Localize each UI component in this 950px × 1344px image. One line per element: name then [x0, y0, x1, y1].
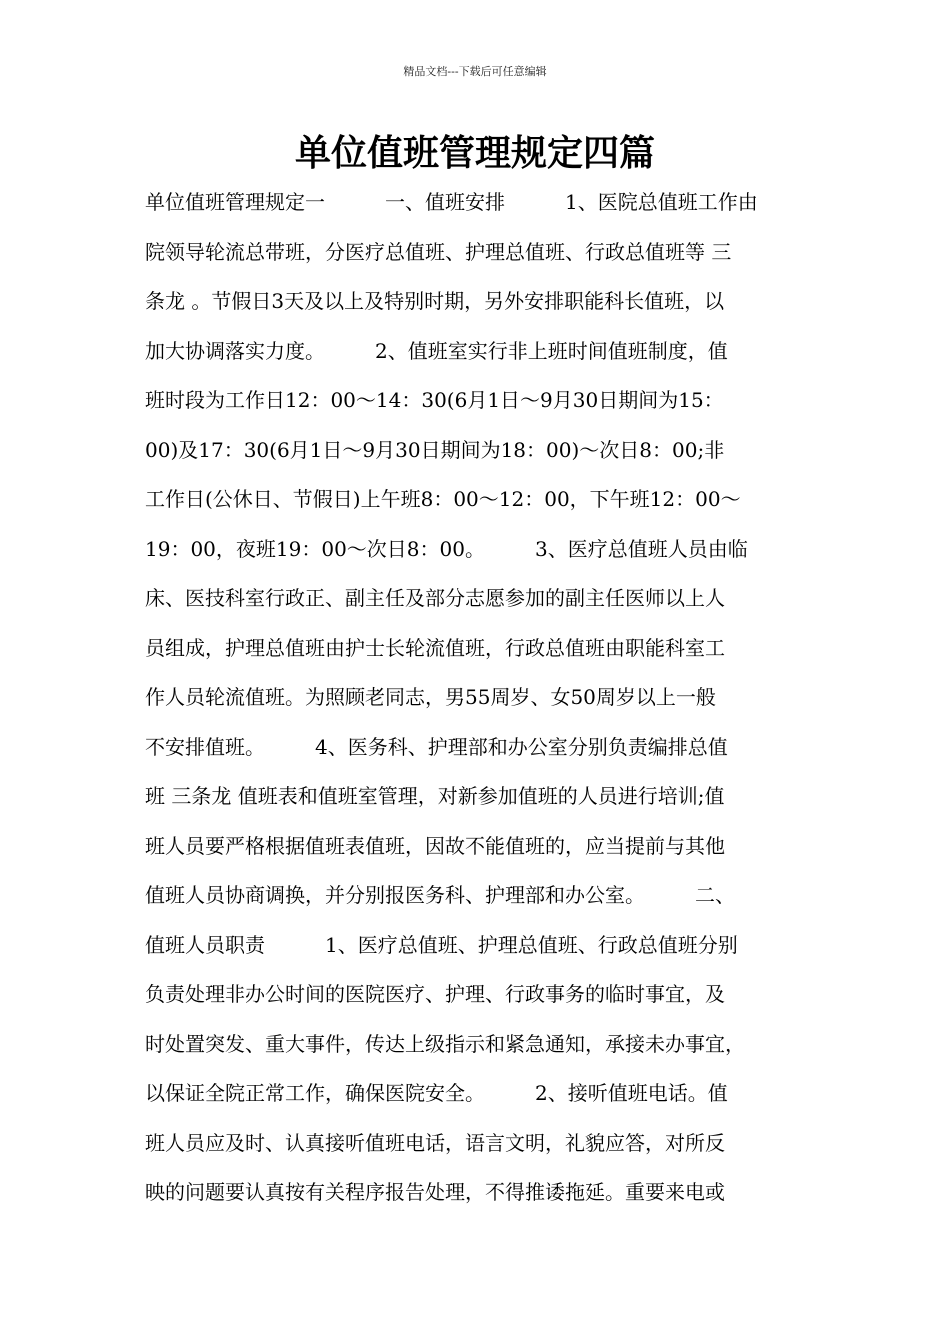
body-line: 作人员轮流值班。为照顾老同志，男55周岁、女50周岁以上一般: [145, 685, 716, 709]
body-line: 时处置突发、重大事件，传达上级指示和紧急通知，承接未办事宜，: [145, 1031, 745, 1056]
body-line: 不安排值班。 4、医务科、护理部和办公室分别负责编排总值: [145, 734, 728, 759]
body-line: 以保证全院正常工作，确保医院安全。 2、接听值班电话。值: [145, 1081, 728, 1105]
body-line: 工作日(公休日、节假日)上午班8：00～12：00，下午班12：00～: [145, 487, 741, 511]
body-line: 班时段为工作日12：00～14：30(6月1日～9月30日期间为15：: [145, 388, 724, 412]
body-line: 班人员要严格根据值班表值班，因故不能值班的，应当提前与其他: [145, 833, 725, 858]
document-body: [145, 178, 810, 1218]
body-line: 条龙 。节假日3天及以上及特别时期，另外安排职能科长值班，以: [145, 289, 725, 313]
body-line: 映的问题要认真按有关程序报告处理，不得推诿拖延。重要来电或: [145, 1180, 725, 1204]
body-line: 19：00，夜班19：00～次日8：00。 3、医疗总值班人员由临: [145, 536, 748, 561]
body-line: 班人员应及时、认真接听值班电话，语言文明，礼貌应答，对所反: [145, 1130, 725, 1155]
body-line: 单位值班管理规定一 一、值班安排 1、医院总值班工作由: [145, 190, 758, 214]
body-line: 值班人员职责 1、医疗总值班、护理总值班、行政总值班分别: [145, 932, 738, 957]
body-line: 值班人员协商调换，并分别报医务科、护理部和办公室。 二、: [145, 883, 735, 907]
page-title: 单位值班管理规定四篇: [294, 132, 655, 174]
body-line: 00)及17：30(6月1日～9月30日期间为18：00)～次日8：00;非: [145, 437, 725, 462]
body-line: 加大协调落实力度。 2、值班室实行非上班时间值班制度，值: [145, 338, 728, 363]
page-header: 精品文档---下载后可任意编辑: [403, 65, 547, 78]
body-line: 院领导轮流总带班，分医疗总值班、护理总值班、行政总值班等 三: [145, 239, 732, 264]
body-line: 员组成，护理总值班由护士长轮流值班，行政总值班由职能科室工: [145, 635, 725, 660]
body-line: 班 三条龙 值班表和值班室管理，对新参加值班的人员进行培训;值: [145, 784, 725, 808]
body-line: 负责处理非办公时间的医院医疗、护理、行政事务的临时事宜，及: [145, 982, 725, 1006]
body-line: 床、医技科室行政正、副主任及部分志愿参加的副主任医师以上人: [145, 586, 725, 610]
